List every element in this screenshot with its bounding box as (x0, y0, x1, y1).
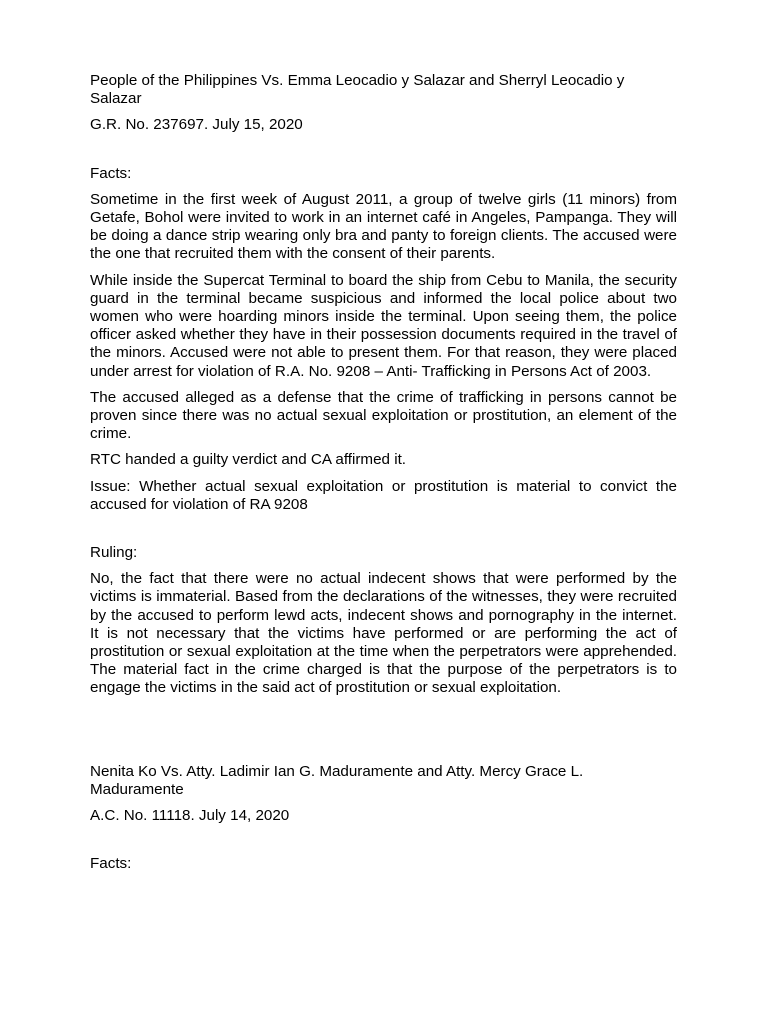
spacer (90, 143, 677, 165)
spacer (90, 706, 677, 763)
document-page (90, 72, 677, 882)
spacer (90, 522, 677, 544)
case1-facts-paragraph: Sometime in the first week of August 2011, a group of twelve girls (11 minors) from Getafe, Bohol were invited to work in an internet café in Angeles, Pampanga. They will be doing a dance strip wearing only bra and panty to foreign clients. The accused were the one that recruited them with the consent of their parents. (90, 190, 677, 263)
case2-facts-heading: Facts: (90, 855, 132, 873)
case1-citation: G.R. No. 237697. July 15, 2020 (90, 116, 303, 134)
case1-facts-paragraph: RTC handed a guilty verdict and CA affirmed it. (90, 451, 407, 469)
case2-citation: A.C. No. 11118. July 14, 2020 (90, 807, 290, 825)
case1-issue: Issue: Whether actual sexual exploitation or prostitution is material to convict the accused for violation of RA 9208 (90, 477, 677, 513)
case1-facts-paragraph: While inside the Supercat Terminal to board the ship from Cebu to Manila, the security guard in the terminal became suspicious and informed the local police about two women who were hoarding minors inside the terminal. Upon seeing them, the police officer asked whether they have in their possession documents required in the travel of the minors. Accused were not able to present them. For that reason, they were placed under arrest for violation of R.A. No. 9208 – Anti- Trafficking in Persons Act of 2003. (90, 271, 677, 380)
spacer (90, 833, 677, 855)
case1-facts-paragraph: The accused alleged as a defense that the crime of trafficking in persons cannot be proven since there was no actual sexual exploitation or prostitution, an element of the crime. (90, 388, 677, 443)
case1-ruling-heading: Ruling: (90, 544, 138, 562)
case1-title: People of the Philippines Vs. Emma Leocadio y Salazar and Sherryl Leocadio y Salazar (90, 72, 625, 108)
case2-title: Nenita Ko Vs. Atty. Ladimir Ian G. Maduramente and Atty. Mercy Grace L. Maduramente (90, 762, 584, 798)
case1-ruling-text: No, the fact that there were no actual indecent shows that were performed by the victims is immaterial. Based from the declarations of the witnesses, they were recruited by the accused to perform lewd acts, indecent shows and pornography in the internet. It is not necessary that the victims have performed or are performing the act of prostitution or sexual exploitation at the time when the perpetrators were apprehended. The material fact in the crime charged is that the purpose of the perpetrators is to engage the victims in the said act of prostitution or sexual exploitation. (90, 570, 677, 697)
case1-facts-heading: Facts: (90, 164, 132, 182)
